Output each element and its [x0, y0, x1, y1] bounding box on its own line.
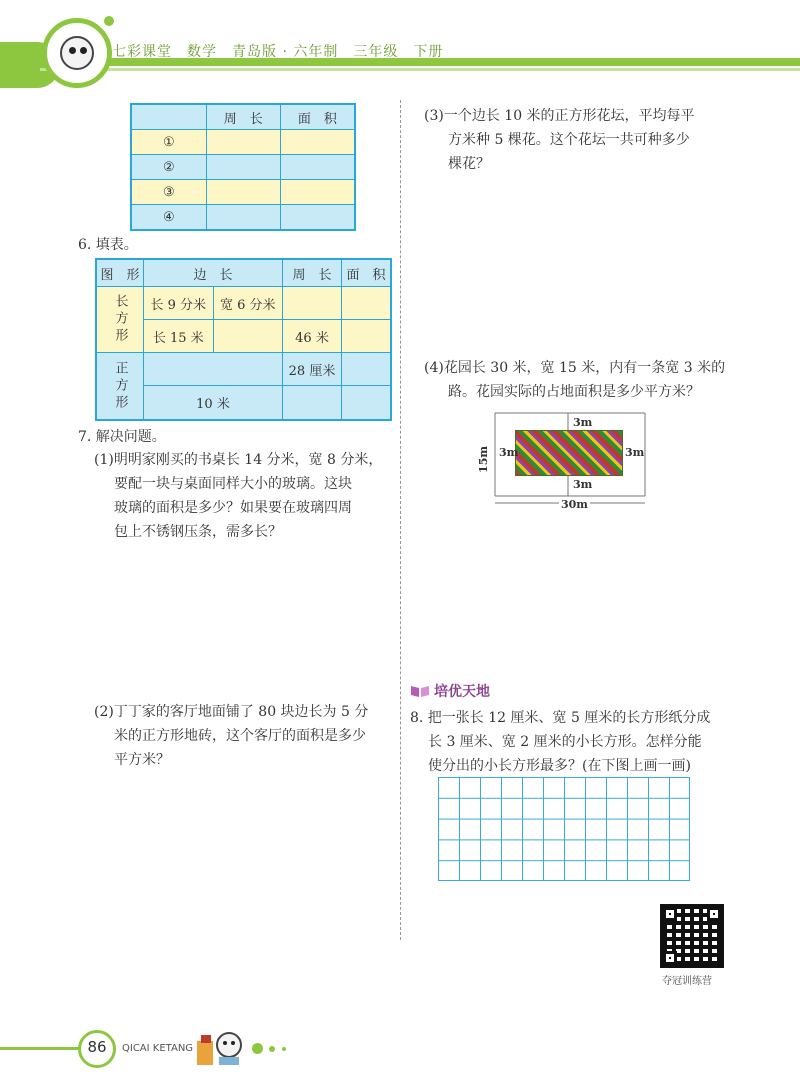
footer-dot: [252, 1043, 263, 1054]
qr-finder: [663, 951, 677, 965]
garden-figure: [477, 408, 655, 513]
footer-dot: [269, 1046, 275, 1052]
q6-label: 6. 填表。: [78, 237, 138, 253]
answer-cell[interactable]: [206, 180, 280, 205]
answer-cell[interactable]: [280, 130, 355, 155]
t2-cell: 28 厘米: [283, 353, 342, 386]
q7-part2: (2)丁丁家的客厅地面铺了 80 块边长为 5 分 米的正方形地砖，这个客厅的面积是多少 平方米？: [94, 704, 369, 768]
footer-line: [0, 1047, 80, 1050]
table1-row-label: ①: [131, 130, 206, 155]
answer-cell[interactable]: [206, 130, 280, 155]
table1-header-blank: [131, 104, 206, 130]
flower-bed: [515, 430, 623, 476]
q7-part3: (3)一个边长 10 米的正方形花坛，平均每平 方米种 5 棵花。这个花坛一共可种多少 棵花？: [424, 108, 695, 172]
mascot-footer-icon: [195, 1025, 245, 1067]
answer-cell[interactable]: [206, 155, 280, 180]
q7-part4: (4)花园长 30 米，宽 15 米，内有一条宽 3 米的 路。花园实际的占地面积是多少平方米？: [424, 360, 726, 400]
logo-dot: [104, 16, 114, 26]
answer-cell[interactable]: [342, 386, 392, 421]
qr-finder: [707, 907, 721, 921]
label-width: 30m: [561, 498, 588, 511]
t2-cell: 长 9 分米: [144, 287, 214, 320]
answer-cell[interactable]: [283, 287, 342, 320]
label-top: 3m: [573, 416, 593, 429]
t2-cell: 长 15 米: [144, 320, 214, 353]
label-right: 3m: [625, 446, 645, 459]
header-title: 七彩课堂 数学 青岛版 · 六年制 三年级 下册: [112, 44, 444, 60]
table1-header-perimeter: 周 长: [206, 104, 280, 130]
table1-header-area: 面 积: [280, 104, 355, 130]
label-left: 3m: [499, 446, 519, 459]
t2-rect-label: 长方形: [96, 287, 144, 353]
answer-cell[interactable]: [342, 353, 392, 386]
answer-cell[interactable]: [283, 386, 342, 421]
table-fill-in: [95, 258, 392, 421]
q8-text: 8. 把一张长 12 厘米、宽 5 厘米的长方形纸分成 长 3 厘米、宽 2 厘米的小长方形。怎样分能 使分出的小长方形最多？(在下图上画一画): [410, 710, 711, 774]
drawing-grid[interactable]: [438, 777, 690, 881]
table1-row-label: ②: [131, 155, 206, 180]
table1-row-label: ③: [131, 180, 206, 205]
column-divider: [400, 100, 401, 940]
q7-part1: (1)明明家刚买的书桌长 14 分米，宽 8 分米， 要配一块与桌面同样大小的玻璃。这块 玻璃的面积是多少？如果要在玻璃四周 包上不锈钢压条，需多长？: [94, 452, 383, 540]
label-height: 15m: [477, 446, 490, 473]
q7-label: 7. 解决问题。: [78, 429, 166, 445]
t2-header-side: 边 长: [144, 259, 283, 287]
t2-cell: 10 米: [144, 386, 283, 421]
header-bar-light: [40, 68, 800, 71]
t2-header-perimeter: 周 长: [283, 259, 342, 287]
answer-cell[interactable]: [280, 205, 355, 231]
qr-finder: [663, 907, 677, 921]
mascot-face-icon: [60, 36, 94, 70]
section-title: 培优天地: [434, 684, 490, 700]
answer-cell[interactable]: [280, 180, 355, 205]
book-icon: [410, 683, 430, 697]
t2-square-label: 正方形: [96, 353, 144, 421]
footer-brand: QICAI KETANG: [122, 1043, 194, 1054]
table1-row-label: ④: [131, 205, 206, 231]
answer-cell[interactable]: [144, 353, 283, 386]
answer-cell[interactable]: [342, 287, 392, 320]
answer-cell[interactable]: [280, 155, 355, 180]
t2-header-area: 面 积: [342, 259, 392, 287]
label-bottom: 3m: [573, 478, 593, 491]
t2-header-shape: 图 形: [96, 259, 144, 287]
answer-cell[interactable]: [206, 205, 280, 231]
page-number: 86: [87, 1038, 107, 1056]
answer-cell[interactable]: [342, 320, 392, 353]
t2-cell: 宽 6 分米: [213, 287, 282, 320]
qr-caption: 夺冠训练营: [662, 976, 712, 987]
answer-cell[interactable]: [213, 320, 282, 353]
t2-cell: 46 米: [283, 320, 342, 353]
table-perimeter-area: [130, 103, 356, 231]
footer-dot: [282, 1047, 286, 1051]
